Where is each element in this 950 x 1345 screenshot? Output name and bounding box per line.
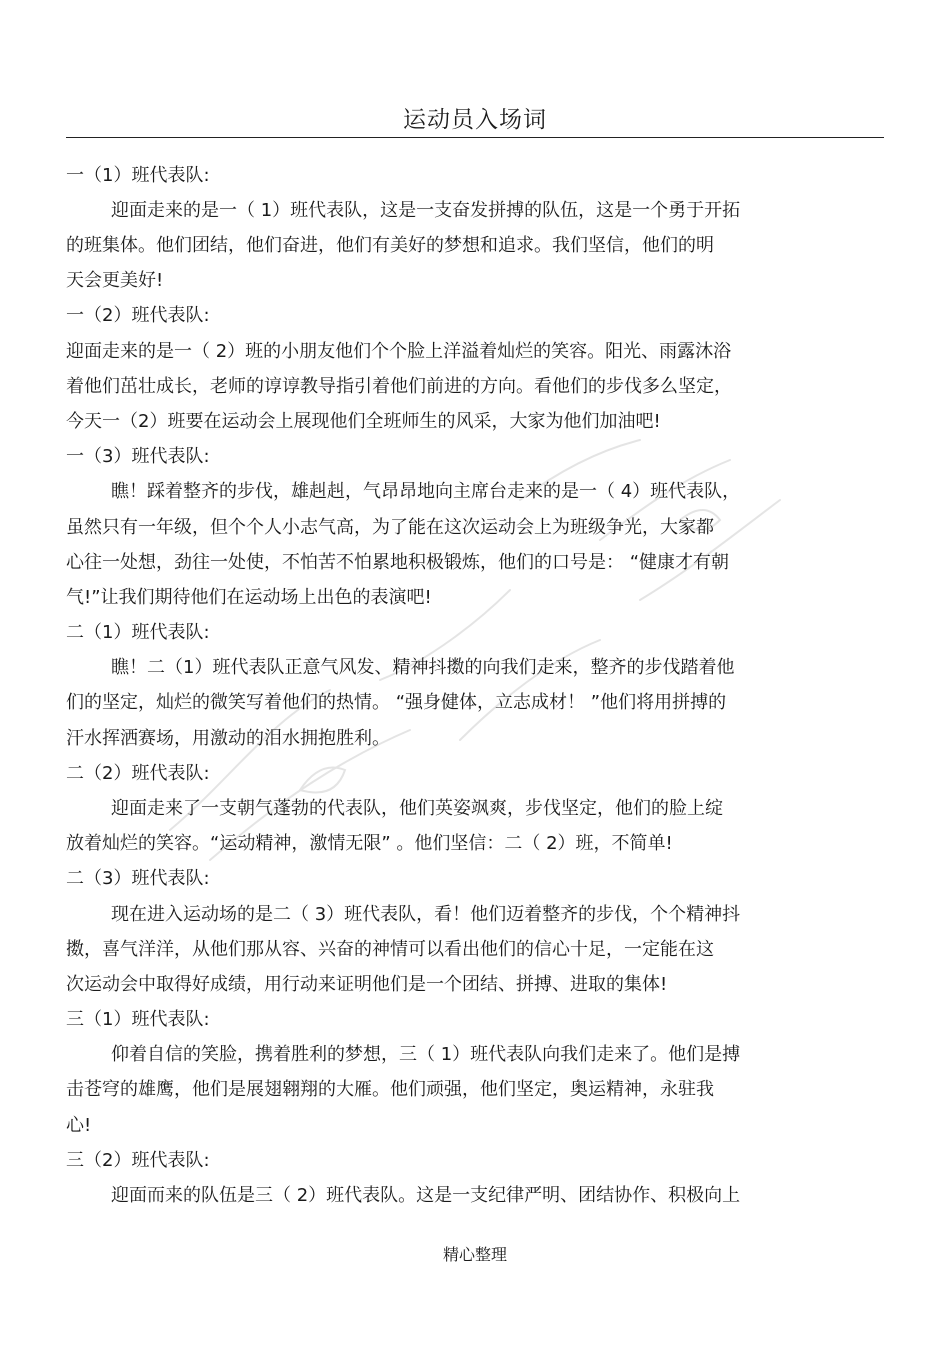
- paragraph-line: 迎面走来的是一（ 1）班代表队，这是一支奋发拼搏的队伍，这是一个勇于开拓: [111, 200, 741, 221]
- title-divider: [66, 137, 884, 138]
- paragraph-line: 瞧！二（1）班代表队正意气风发、精神抖擞的向我们走来，整齐的步伐踏着他: [111, 657, 735, 678]
- paragraph-line: 的班集体。他们团结，他们奋进，他们有美好的梦想和追求。我们坚信，他们的明: [66, 235, 714, 256]
- paragraph-line: 今天一（2）班要在运动会上展现他们全班师生的风采，大家为他们加油吧!: [66, 411, 661, 432]
- paragraph-line: 汗水挥洒赛场，用激动的泪水拥抱胜利。: [66, 728, 390, 749]
- paragraph-line: 心往一处想，劲往一处使，不怕苦不怕累地积极锻炼，他们的口号是： “健康才有朝: [66, 552, 730, 573]
- section-heading: 一（2）班代表队:: [66, 305, 210, 326]
- section-heading: 一（3）班代表队:: [66, 446, 210, 467]
- paragraph-line: 现在进入运动场的是二（ 3）班代表队，看！他们迈着整齐的步伐，个个精神抖: [111, 904, 741, 925]
- section-heading: 二（1）班代表队:: [66, 622, 210, 643]
- paragraph-line: 心!: [66, 1115, 92, 1136]
- paragraph-line: 迎面而来的队伍是三（ 2）班代表队。这是一支纪律严明、团结协作、积极向上: [111, 1185, 741, 1206]
- paragraph-line: 着他们茁壮成长，老师的谆谆教导指引着他们前进的方向。看他们的步伐多么坚定，: [66, 376, 732, 397]
- paragraph-line: 仰着自信的笑脸，携着胜利的梦想，三（ 1）班代表队向我们走来了。他们是搏: [111, 1044, 741, 1065]
- paragraph-line: 瞧！踩着整齐的步伐，雄赳赳，气昂昂地向主席台走来的是一（ 4）班代表队，: [111, 481, 741, 502]
- section-heading: 三（2）班代表队:: [66, 1150, 210, 1171]
- paragraph-line: 擞，喜气洋洋，从他们那从容、兴奋的神情可以看出他们的信心十足，一定能在这: [66, 939, 714, 960]
- paragraph-line: 击苍穹的雄鹰，他们是展翅翱翔的大雁。他们顽强，他们坚定，奥运精神，永驻我: [66, 1079, 714, 1100]
- paragraph-line: 们的坚定，灿烂的微笑写着他们的热情。 “强身健体，立志成材！ ”他们将用拼搏的: [66, 692, 727, 713]
- page-footer: 精心整理: [442, 1245, 507, 1264]
- section-heading: 一（1）班代表队:: [66, 165, 210, 186]
- paragraph-line: 迎面走来的是一（ 2）班的小朋友他们个个脸上洋溢着灿烂的笑容。阳光、雨露沐浴: [66, 341, 732, 362]
- section-heading: 二（2）班代表队:: [66, 763, 210, 784]
- section-heading: 三（1）班代表队:: [66, 1009, 210, 1030]
- paragraph-line: 虽然只有一年级，但个个人小志气高，为了能在这次运动会上为班级争光，大家都: [66, 517, 714, 538]
- paragraph-line: 放着灿烂的笑容。“运动精神，激情无限” 。他们坚信：二（ 2）班，不简单!: [66, 833, 673, 854]
- section-heading: 二（3）班代表队:: [66, 868, 210, 889]
- paragraph-line: 迎面走来了一支朝气蓬勃的代表队，他们英姿飒爽，步伐坚定，他们的脸上绽: [111, 798, 723, 819]
- paragraph-line: 气!”让我们期待他们在运动场上出色的表演吧!: [66, 587, 432, 608]
- paragraph-line: 次运动会中取得好成绩，用行动来证明他们是一个团结、拼搏、进取的集体!: [66, 974, 668, 995]
- page-title: 运动员入场词: [403, 107, 547, 133]
- paragraph-line: 天会更美好!: [66, 270, 164, 291]
